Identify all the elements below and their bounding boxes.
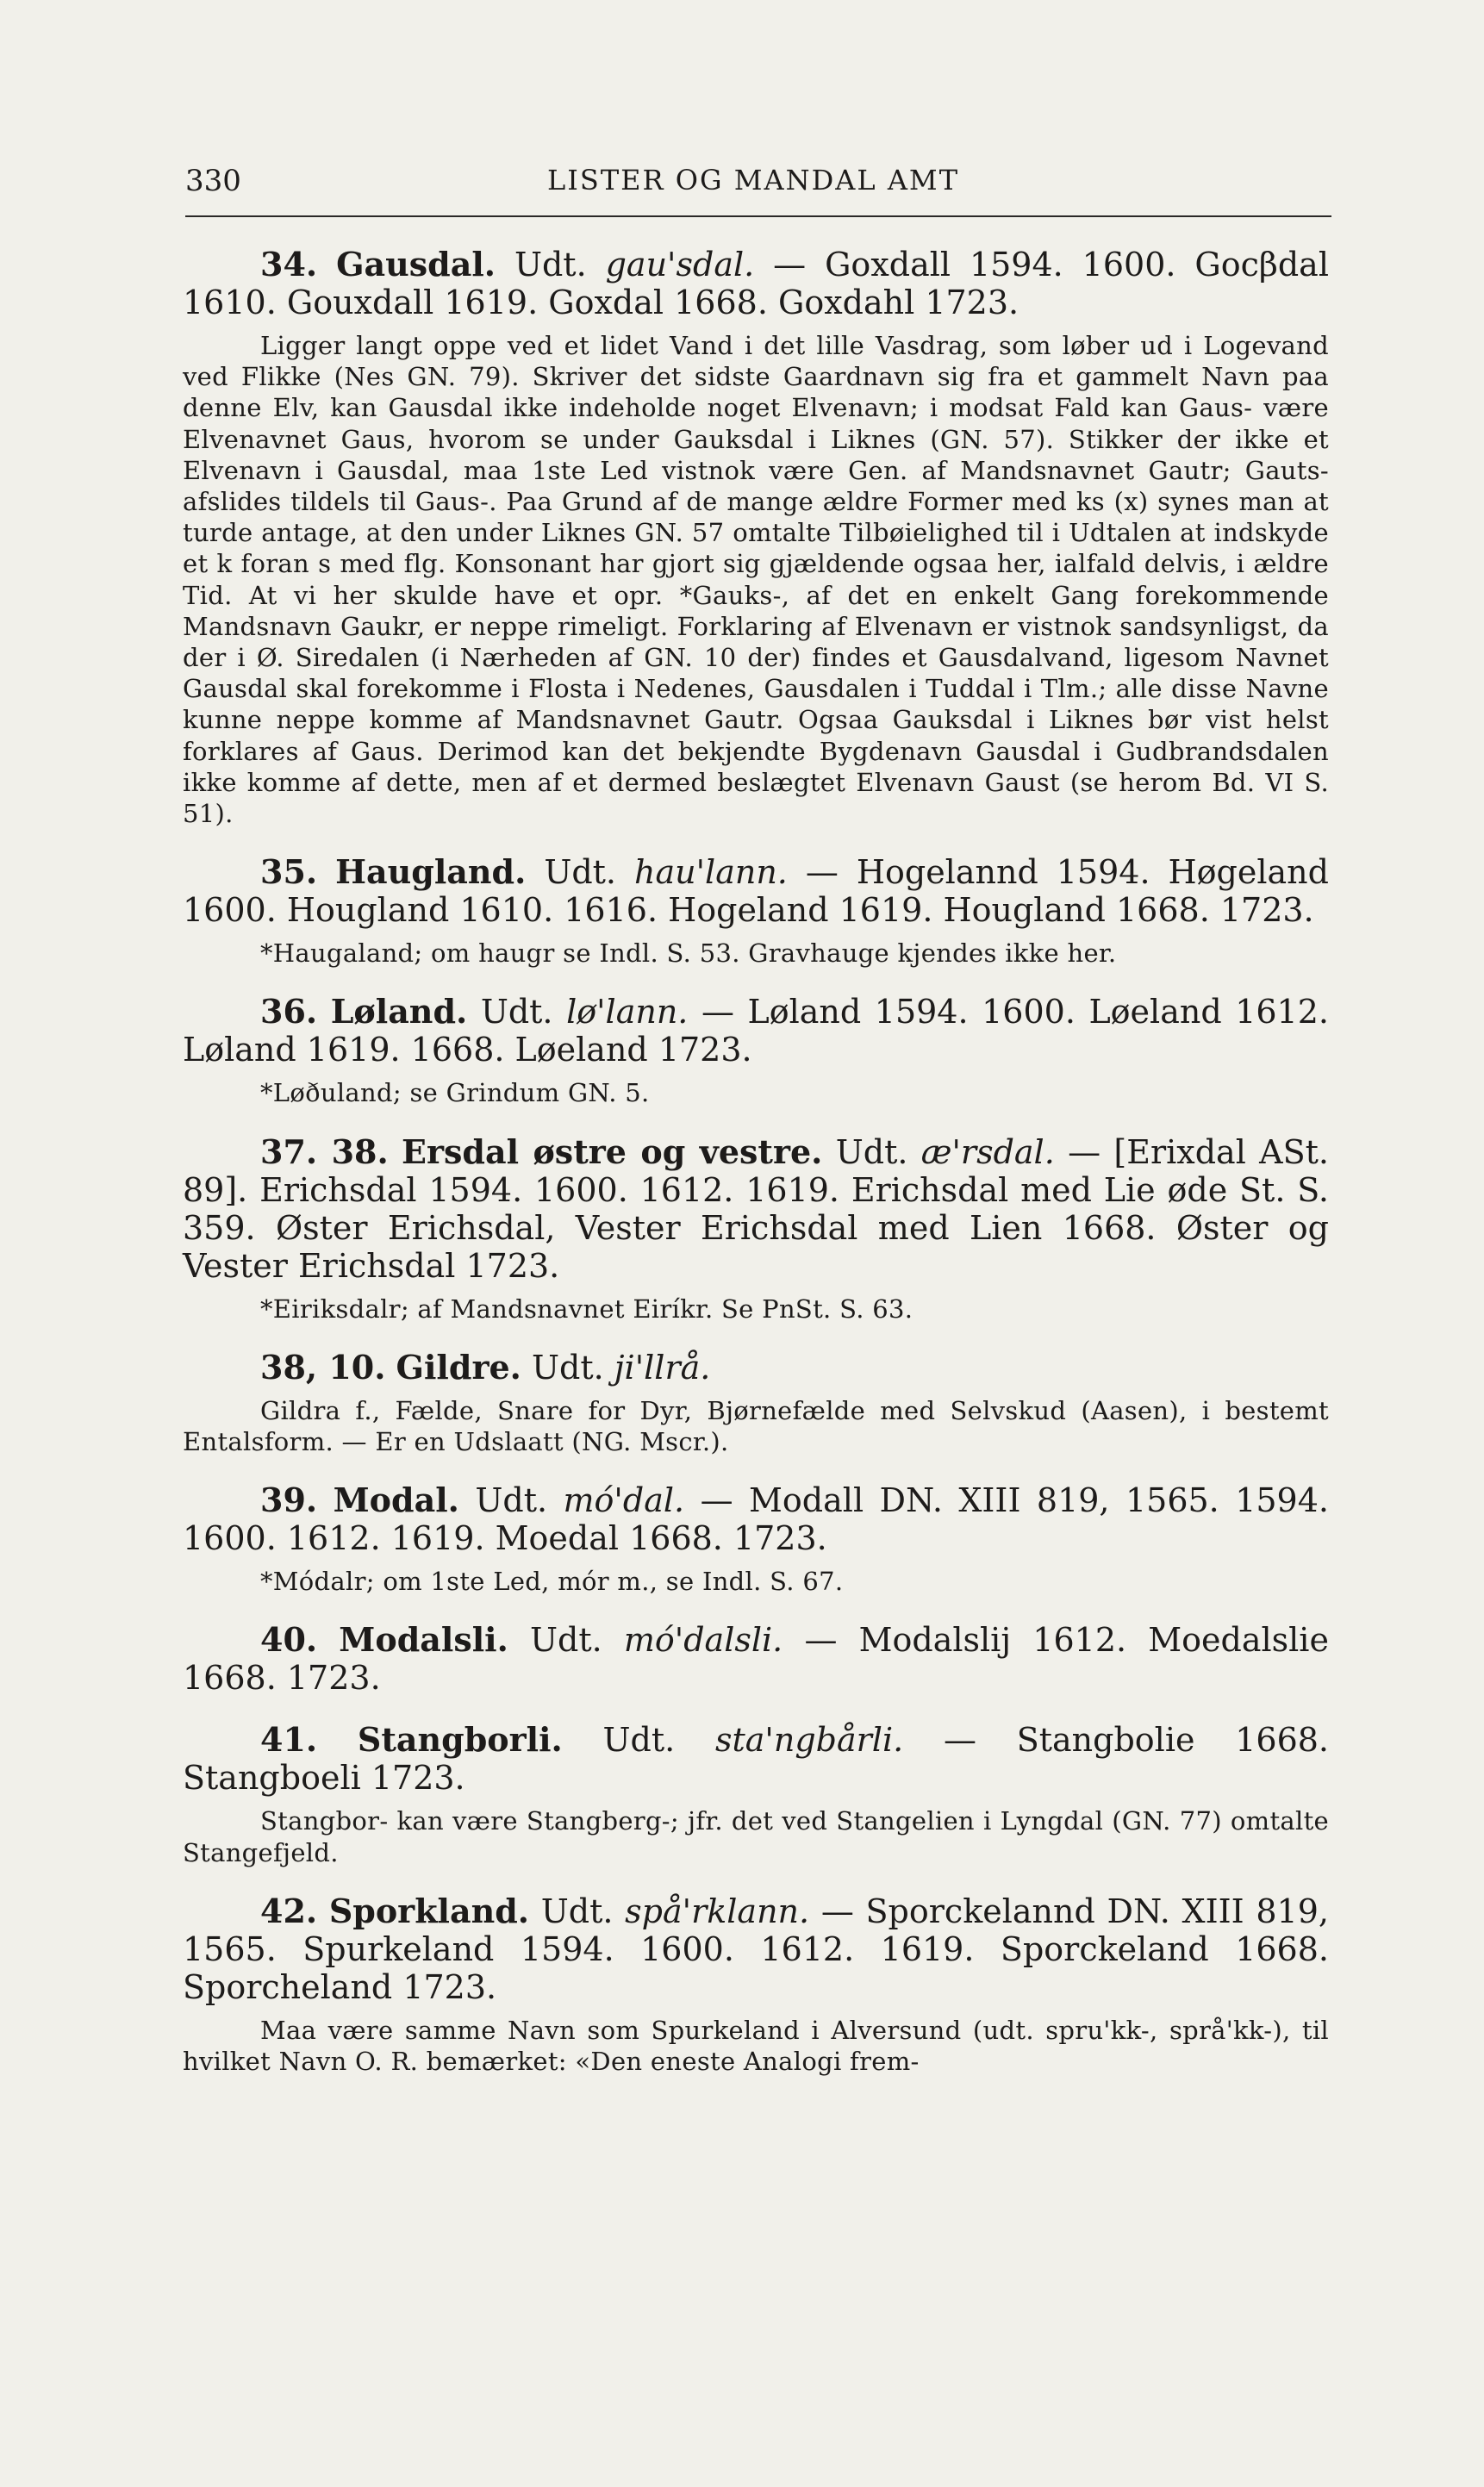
entry-name: Ersdal østre og vestre. xyxy=(402,1131,823,1171)
entry-heading xyxy=(183,1892,1329,2006)
entry-name: Haugland. xyxy=(335,852,527,892)
entry-number: 42. xyxy=(260,1891,318,1930)
entry-name: Gildre. xyxy=(396,1347,521,1387)
pronunciation: gau'sdal. xyxy=(605,246,755,284)
udt-label: Udt. xyxy=(540,1892,614,1930)
entry-41 xyxy=(183,1721,1329,1867)
entry-number: 35. xyxy=(260,852,318,892)
entry-42 xyxy=(183,1892,1329,2077)
entry-note: *Haugaland; om haugr se Indl. S. 53. Gravhauge kjendes ikke her. xyxy=(260,938,1117,969)
pronunciation: ji'llrå. xyxy=(614,1348,711,1387)
entry-number: 34. xyxy=(260,245,318,284)
entry-number: 36. xyxy=(260,992,318,1032)
entry-number: 40. xyxy=(260,1620,318,1660)
entry-number: 41. xyxy=(260,1720,318,1760)
historical-forms: — Modalslij 1612. Moedalslie 1668. 1723. xyxy=(183,1621,1329,1698)
historical-forms: — Stangbolie 1668. Stangboeli 1723. xyxy=(183,1721,1329,1798)
historical-forms: — Goxdall 1594. 1600. Gocβdal 1610. Gouxdall 1619. Goxdal 1668. Goxdahl 1723. xyxy=(183,246,1329,321)
entry-heading xyxy=(183,1621,1329,1697)
pronunciation: mó'dal. xyxy=(563,1481,685,1520)
pronunciation: æ'rsdal. xyxy=(920,1132,1055,1171)
pronunciation: sta'ngbårli. xyxy=(714,1721,904,1760)
pronunciation: hau'lann. xyxy=(634,853,788,892)
entry-name: Gausdal. xyxy=(336,245,496,284)
udt-label: Udt. xyxy=(480,993,553,1032)
entries-list xyxy=(183,246,1329,2101)
entry-36 xyxy=(183,993,1329,1108)
entry-34 xyxy=(183,246,1329,829)
historical-forms: — Hogelannd 1594. Høgeland 1600. Hougland 1610. 1616. Hogeland 1619. Hougland 1668. 1723. xyxy=(183,853,1329,930)
historical-forms: — [Erixdal ASt. 89]. Erichsdal 1594. 1600. 1612. 1619. Erichsdal med Lie øde St. S. 359. Øster Erichsdal, Vester Erichsdal med Lien 1668. Øster og Vester Erichsdal 1723. xyxy=(183,1132,1329,1285)
udt-label: Udt. xyxy=(835,1132,908,1171)
entry-note: Maa være samme Navn som Spurkeland i Alversund (udt. spru'kk-, språ'kk-), til hvilket Navn O. R. bemærket: «Den eneste Analogi frem- xyxy=(183,2015,1329,2077)
entry-heading xyxy=(183,246,1329,321)
entry-note: *Eiriksdalr; af Mandsnavnet Eiríkr. Se PnSt. S. 63. xyxy=(260,1293,913,1324)
entry-heading xyxy=(183,1349,1329,1387)
historical-forms: — Modall DN. XIII 819, 1565. 1594. 1600. 1612. 1619. Moedal 1668. 1723. xyxy=(183,1481,1329,1558)
running-head: LISTER OG MANDAL AMT xyxy=(547,164,960,196)
udt-label: Udt. xyxy=(514,246,587,284)
entry-name: Stangborli. xyxy=(357,1720,563,1760)
entry-heading xyxy=(183,1721,1329,1797)
entry-heading xyxy=(183,1133,1329,1285)
entry-heading xyxy=(183,1481,1329,1557)
udt-label: Udt. xyxy=(475,1481,548,1520)
entry-name: Sporkland. xyxy=(328,1891,530,1930)
entry-note: Ligger langt oppe ved et lidet Vand i det lille Vasdrag, som løber ud i Logevand ved Flikke (Nes GN. 79). Skriver det sidste Gaardnavn sig fra et gammelt Navn paa denne Elv, kan Gausdal ikke indeholde noget Elvenavn; i modsat Fald kan Gaus- være Elvenavnet Gaus, hvorom se under Gauksdal i Liknes (GN. 57). Stikker der ikke et Elvenavn i Gausdal, maa 1ste Led vistnok være Gen. af Mandsnavnet Gautr; Gauts- afslides tildels til Gaus-. Paa Grund af de mange ældre Former med ks (x) synes man at turde antage, at den under Liknes GN. 57 omtalte Tilbøielighed til i Udtalen at indskyde et k foran s med flg. Konsonant har gjort sig gjældende ogsaa her, ialfald delvis, i ældre Tid. At vi her skulde have et opr. *Gauks-, af det en enkelt Gang forekommende Mandsnavn Gaukr, er neppe rimeligt. Forklaring af Elvenavn er vistnok sandsynligst, da der i Ø. Siredalen (i Nærheden af GN. 10 der) findes et Gausdalvand, ligesom Navnet Gausdal skal forekomme i Flosta i Nedenes, Gausdalen i Tuddal i Tlm.; alle disse Navne kunne neppe komme af Mandsnavnet Gautr. Ogsaa Gauksdal i Liknes bør vist helst forklares af Gaus. Derimod kan det bekjendte Bygdenavn Gausdal i Gudbrandsdalen ikke komme af dette, men af et dermed beslægtet Elvenavn Gaust (se herom Bd. VI S. 51). xyxy=(183,331,1329,829)
udt-label: Udt. xyxy=(531,1348,604,1387)
entry-note: *Módalr; om 1ste Led, mór m., se Indl. S. 67. xyxy=(260,1567,844,1597)
historical-forms: — Sporckelannd DN. XIII 819, 1565. Spurkeland 1594. 1600. 1612. 1619. Sporckeland 1668. Sporcheland 1723. xyxy=(183,1892,1329,2006)
entry-40 xyxy=(183,1621,1329,1697)
entry-37-38 xyxy=(183,1133,1329,1325)
udt-label: Udt. xyxy=(602,1721,676,1760)
entry-name: Modal. xyxy=(333,1480,459,1520)
historical-forms: — Løland 1594. 1600. Løeland 1612. Løland 1619. 1668. Løeland 1723. xyxy=(183,993,1329,1069)
pronunciation: spå'rklann. xyxy=(625,1892,810,1930)
entry-number: 38, 10. xyxy=(260,1347,386,1387)
udt-label: Udt. xyxy=(544,853,617,892)
pronunciation: lø'lann. xyxy=(566,993,689,1032)
page-header xyxy=(185,164,1331,217)
entry-38-10 xyxy=(183,1349,1329,1457)
entry-35 xyxy=(183,853,1329,969)
entry-note: Gildra f., Fælde, Snare for Dyr, Bjørnefælde med Selvskud (Aasen), i bestemt Entalsform. — Er en Udslaatt (NG. Mscr.). xyxy=(183,1395,1329,1457)
page-number: 330 xyxy=(185,164,241,198)
pronunciation: mó'dalsli. xyxy=(623,1621,783,1660)
entry-note: Stangbor- kan være Stangberg-; jfr. det ved Stangelien i Lyngdal (GN. 77) omtalte Stangefjeld. xyxy=(183,1806,1329,1867)
entry-number: 37. 38. xyxy=(260,1131,389,1171)
entry-name: Modalsli. xyxy=(339,1620,508,1660)
udt-label: Udt. xyxy=(530,1621,602,1660)
entry-note: *Løðuland; se Grindum GN. 5. xyxy=(260,1078,650,1108)
entry-name: Løland. xyxy=(330,992,468,1032)
entry-heading xyxy=(183,993,1329,1069)
entry-39 xyxy=(183,1481,1329,1597)
entry-heading xyxy=(183,853,1329,929)
entry-number: 39. xyxy=(260,1480,318,1520)
